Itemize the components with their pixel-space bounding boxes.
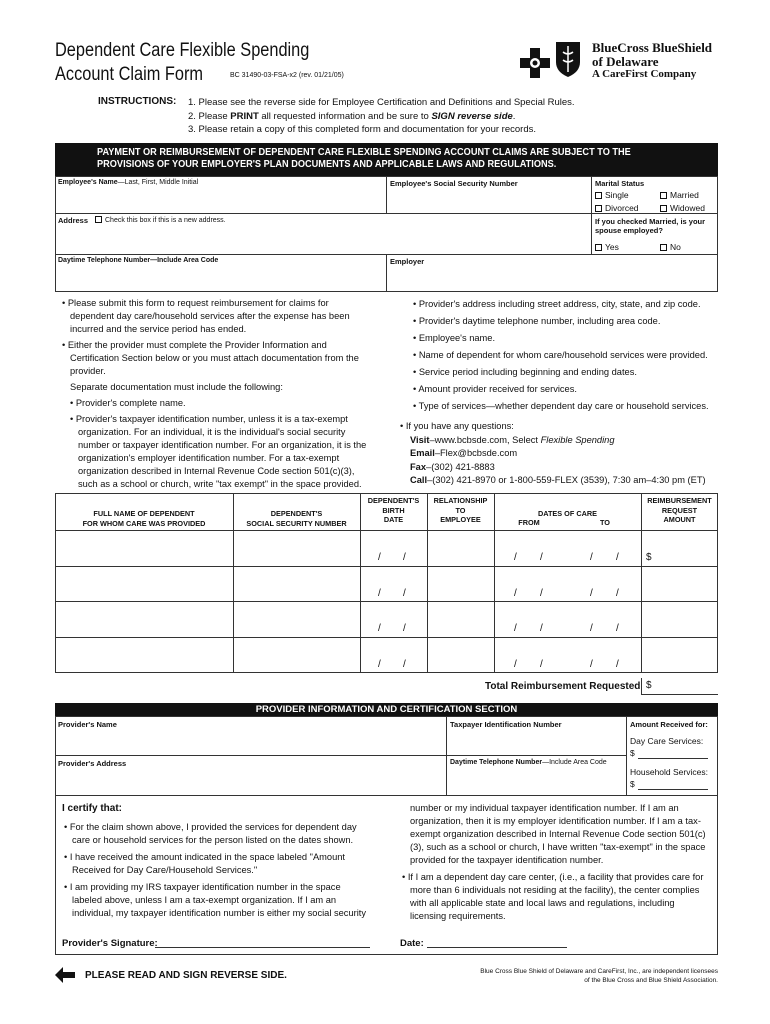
notice-banner xyxy=(55,143,718,176)
phone-label: Daytime Telephone Number—Include Area Code xyxy=(58,257,219,264)
date-field[interactable] xyxy=(427,947,567,948)
marital-single-option[interactable]: Single xyxy=(595,190,629,200)
form-title-line2: Account Claim Form xyxy=(55,64,204,85)
spouse-question-line1: If you checked Married, is your xyxy=(595,217,706,226)
new-address-checkbox[interactable] xyxy=(95,216,102,223)
legal-notice: Blue Cross Blue Shield of Delaware and CareFirst, Inc., are independent licensees of the Blue Cross and Blue Shield Association. xyxy=(480,968,718,984)
banner-line2: PROVISIONS OF YOUR EMPLOYER'S PLAN DOCUMENTS AND APPLICABLE LAWS AND REGULATIONS. xyxy=(97,159,557,170)
form-title-line1: Dependent Care Flexible Spending xyxy=(55,40,310,61)
provider-phone-label: Daytime Telephone Number—Include Area Code xyxy=(450,759,607,766)
logo-text-line3: A CareFirst Company xyxy=(592,68,697,80)
fax-line: Fax–(302) 421-8883 xyxy=(410,461,495,472)
col-header-dates: DATES OF CARE xyxy=(537,509,598,518)
total-dollar-sign: $ xyxy=(646,680,652,691)
widowed-checkbox[interactable] xyxy=(660,205,667,212)
banner-line1: PAYMENT OR REIMBURSEMENT OF DEPENDENT CARE FLEXIBLE SPENDING ACCOUNT CLAIMS ARE SUBJECT TO THE xyxy=(97,147,631,158)
col-header-name: FULL NAME OF DEPENDENT FOR WHOM CARE WAS PROVIDED xyxy=(82,509,206,528)
visit-line: Visit–www.bcbsde.com, Select Flexible Spending xyxy=(410,434,615,445)
right-info-column xyxy=(413,298,718,417)
form-number: BC 31490-03-FSA-x2 (rev. 01/21/05) xyxy=(230,72,344,79)
date-label: Date: xyxy=(400,938,424,949)
right-bullet-3: • Employee's name. xyxy=(413,333,496,343)
blue-shield-icon xyxy=(555,40,581,78)
call-line: Call–(302) 421-8970 or 1-800-559-FLEX (3539), 7:30 am–4:30 pm (ET) xyxy=(410,475,706,485)
read-sign-reverse-text: PLEASE READ AND SIGN REVERSE SIDE. xyxy=(85,970,287,981)
right-bullet-5: • Service period including beginning and ending dates. xyxy=(413,367,637,377)
col-header-birth: DEPENDENT'S BIRTH DATE xyxy=(367,496,420,524)
certify-heading: I certify that: xyxy=(62,803,123,814)
right-bullet-2: • Provider's daytime telephone number, including area code. xyxy=(413,316,661,326)
instructions-list xyxy=(188,96,575,137)
spouse-no-option[interactable]: No xyxy=(660,242,681,252)
col-header-relationship: RELATIONSHIP TO EMPLOYEE xyxy=(433,496,488,524)
marital-status-label: Marital Status xyxy=(595,179,645,188)
right-bullet-6: • Amount provider received for services. xyxy=(413,384,577,394)
provider-signature-field[interactable] xyxy=(155,947,370,948)
employee-name-label: Employee's Name—Last, First, Middle Initial xyxy=(58,179,199,186)
new-address-option[interactable]: Check this box if this is a new address. xyxy=(95,216,226,224)
logo-text-line2: of Delaware xyxy=(592,54,659,69)
signature-label: Provider's Signature: xyxy=(62,938,158,949)
instruction-2: 2. Please PRINT all requested information and be sure to SIGN reverse side. xyxy=(188,110,516,122)
instruction-1: 1. Please see the reverse side for Employee Certification and Definitions and Special Rules. xyxy=(188,97,575,108)
spouse-yes-option[interactable]: Yes xyxy=(595,242,619,252)
day-care-label: Day Care Services: xyxy=(630,736,704,746)
no-checkbox[interactable] xyxy=(660,244,667,251)
contact-info xyxy=(400,420,718,488)
certify-bullet-3: • I am providing my IRS taxpayer identification number in the space labeled above, unless I am a tax-exempt organization. If I am an individual, my taxpayer identification number is either my social security xyxy=(64,882,367,918)
col-header-from: FROM xyxy=(518,518,540,527)
provider-section-title: PROVIDER INFORMATION AND CERTIFICATION SECTION xyxy=(55,703,718,716)
provider-name-label: Provider's Name xyxy=(58,720,117,729)
total-reimbursement-field[interactable] xyxy=(641,678,718,695)
day-care-dollar: $ xyxy=(630,748,635,758)
left-info-column xyxy=(60,297,372,494)
yes-checkbox[interactable] xyxy=(595,244,602,251)
bcbs-logo xyxy=(520,38,720,86)
marital-married-option[interactable]: Married xyxy=(660,190,699,200)
household-amount-field[interactable] xyxy=(638,789,708,790)
questions-text: • If you have any questions: xyxy=(400,421,514,431)
certify-left xyxy=(62,802,372,920)
blue-cross-icon xyxy=(520,48,550,78)
doc-bullet-2: • Provider's taxpayer identification number, unless it is a tax-exempt organization. For an individual, it is the individual's social security number or taxpayer identification number. For an organization, it is the organization's employer identification number. For a tax-exempt organization described in Internal Revenue Code section 501(c)(3), such as a school or church, write "tax exempt" in the space provided. xyxy=(70,414,367,489)
instruction-3: 3. Please retain a copy of this completed form and documentation for your records. xyxy=(188,124,536,135)
claim-form-page: Dependent Care Flexible Spending Account Claim Form BC 31490-03-FSA-x2 (rev. 01/21/05) BlueCross BlueShield of Delaware A CareFirst Company INSTRUCTIONS: 1. Please see the reverse side for Employee Certification and Definitions and Special Rules. 2. Please PRINT all requested information and be sure to SIGN reverse side. 3. Please retain a copy of this completed form and documentation for your records. PAYMENT OR REIMBURSEMENT OF DEPENDENT CARE FLEXIBLE SPENDING ACCOUNT CLAIMS ARE SUBJECT TO THE PROVISIONS OF YOUR EMPLOYER'S PLAN DOCUMENTS AND APPLICABLE LAWS AND REGULATIONS. Employee's Name—Last, First, Middle Initial Employee's Social Security Number Marital Status Single Married Divorced Widowed Address Check this box if this is a new address. If you checked Married, is your spouse employed? Yes No Daytime Telephone Number—Include Area Code Employer • Please submit this form to request reimbursement for claims for dependent day care/household services after the expense has been incurred and the service period has ended. • Either the provider must complete the Provider Information and Certification Section below or you must attach documentation from the provider. Separate documentation must include the following: • Provider's complete name. • Provider's taxpayer identification number, unless it is a tax-exempt organization. For an individual, it is the individual's social security number or taxpayer identification number. For an organization, it is the organization's employer identification number. For a tax-exempt organization described in Internal Revenue Code section 501(c)(3), such as a school or church, write "tax exempt" in the space provided. • Provider's address including street address, city, state, and zip code. • Provider's daytime telephone number, including area code. • Employee's name. • Name of dependent for whom care/household services were provided. • Service period including beginning and ending dates. • Amount provider received for services. • Type of services—whether dependent day care or household services. • If you have any questions: Visit–www.bcbsde.com, Select Flexible Spending Email–Flex@bcbsde.com Fax–(302) 421-8883 Call–(302) 421-8970 or 1-800-559-FLEX (3539), 7:30 am–4:30 pm (ET) FULL NAME OF DEPENDENT FOR WHOM CARE WAS PROVIDED DEPENDENT'S SOCIAL SECURITY NUMBER DEPENDENT'S BIRTH DATE RELATIONSHIP TO EMPLOYEE DATES OF CARE FROM TO REIMBURSEMENT REQUEST AMOUNT / / / / / / $ / / / / / / / / / / / / / / / / / / Total Reimbursement Requested $ PROVIDER INFORMATION AND CERTIFICATION SECTION Provider's Name Taxpayer Identification Number Amount Received for: Day Care Services: $ Household Services: $ Provider's Address Daytime Telephone Number—Include Area Code I certify that: • For the claim shown above, I provided the services for dependent day care or household services for the person listed on the dates shown. • I have received the amount indicated in the space labeled "Amount Received for Day Care/Household Services." • I am providing my IRS taxpayer identification number in the space labeled above, unless I am a tax-exempt organization. If I am an individual, my taxpayer identification number is either my social security number or my individual taxpayer identification number. If I am an organization, then it is my employer identification number. If I am a tax-exempt organization described in Internal Revenue Code section 501(c)(3), such as a school or church, I have written "tax-exempt" in the space provided for the taxpayer identification number. • If I am a dependent day care center, (i.e., a facility that provides care for more than 6 individuals not residing at the facility), the center complies with all applicable state and local laws and regulations, including licensing requirements. Provider's Signature: Date: PLEASE READ AND SIGN REVERSE SIDE. Blue Cross Blue Shield of Delaware and CareFirst, Inc., are independent licensees of the Blue Cross and Blue Shield Association. xyxy=(55,40,718,984)
household-dollar: $ xyxy=(630,779,635,789)
instructions-label: INSTRUCTIONS: xyxy=(98,96,177,107)
certify-bullet-1: • For the claim shown above, I provided the services for dependent day care or household services for the person listed on the dates shown. xyxy=(64,822,357,845)
info-bullet-1: • Please submit this form to request reimbursement for claims for dependent day care/household services after the expense has been incurred and the service period has ended. xyxy=(62,298,350,334)
logo-text-line1: BlueCross BlueShield xyxy=(592,40,713,55)
arrow-left-icon xyxy=(55,967,75,983)
amount-received-label: Amount Received for: xyxy=(630,720,708,729)
col-header-ssn: DEPENDENT'S SOCIAL SECURITY NUMBER xyxy=(246,509,347,528)
address-label: Address xyxy=(58,216,89,225)
certify-bullet-3-cont: number or my individual taxpayer identification number. If I am an organization, then it is my employer identification number. If I am a tax-exempt organization described in Internal Revenue Code section 501(c)(3), such as a school or church, I have written "tax-exempt" in the space provided for the taxpayer identification number. xyxy=(410,803,706,865)
employer-field[interactable] xyxy=(386,254,718,292)
divorced-checkbox[interactable] xyxy=(595,205,602,212)
total-reimbursement-label: Total Reimbursement Requested xyxy=(485,681,641,692)
separate-doc-text: Separate documentation must include the following: xyxy=(70,382,283,392)
household-label: Household Services: xyxy=(630,767,708,777)
col-header-to: TO xyxy=(599,518,610,527)
right-bullet-4: • Name of dependent for whom care/household services were provided. xyxy=(413,350,708,360)
certify-bullet-4: • If I am a dependent day care center, (i.e., a facility that provides care for more than 6 individuals not residing at the facility), the center complies with all applicable state and local laws and regulations, including licensing requirements. xyxy=(402,872,704,921)
employer-label: Employer xyxy=(390,257,425,266)
email-line: Email–Flex@bcbsde.com xyxy=(410,448,518,458)
marital-divorced-option[interactable]: Divorced xyxy=(595,203,639,213)
provider-tin-label: Taxpayer Identification Number xyxy=(450,720,562,729)
employee-ssn-label: Employee's Social Security Number xyxy=(390,179,518,188)
col-header-amount: REIMBURSEMENT REQUEST AMOUNT xyxy=(647,496,712,524)
marital-widowed-option[interactable]: Widowed xyxy=(660,203,705,213)
right-bullet-1: • Provider's address including street address, city, state, and zip code. xyxy=(413,299,701,309)
single-checkbox[interactable] xyxy=(595,192,602,199)
certify-bullet-2: • I have received the amount indicated in the space labeled "Amount Received for Day Care/Household Services." xyxy=(64,852,345,875)
certify-right xyxy=(400,802,712,923)
married-checkbox[interactable] xyxy=(660,192,667,199)
right-bullet-7: • Type of services—whether dependent day care or household services. xyxy=(413,401,709,411)
spouse-question-line2: spouse employed? xyxy=(595,226,663,235)
doc-bullet-1: • Provider's complete name. xyxy=(70,398,186,408)
provider-address-label: Provider's Address xyxy=(58,759,127,768)
info-bullet-2: • Either the provider must complete the Provider Information and Certification Section below or you must attach documentation from the provider. xyxy=(62,340,359,376)
day-care-amount-field[interactable] xyxy=(638,758,708,759)
